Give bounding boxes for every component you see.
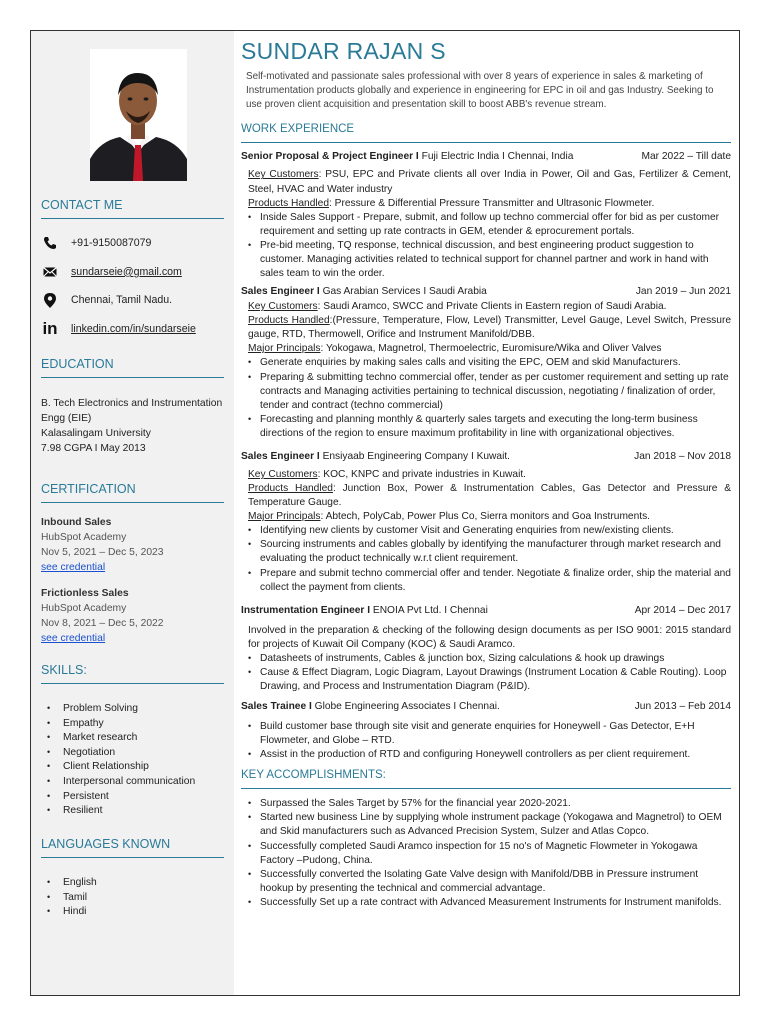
education-heading: EDUCATION xyxy=(41,356,224,378)
linkedin-row xyxy=(41,319,196,339)
accomplishment-item: • Successfully completed Saudi Aramco inspection for 15 no's of Magnetic Flowmeter in Yokogawa Factory –Pudong, China. xyxy=(248,840,731,868)
job-dates: Jun 2013 – Feb 2014 xyxy=(634,701,731,713)
job-company: Fuji Electric India I Chennai, India xyxy=(421,151,574,163)
job-bullet: • Prepare and submit techno commercial offer and tender. Negotiate & finalize order, ship the material and collect the payment from clients. xyxy=(248,567,731,595)
job-entry xyxy=(241,450,731,595)
job-detail-line xyxy=(241,482,731,510)
job-company: Gas Arabian Services I Saudi Arabia xyxy=(322,286,487,298)
job-bullets xyxy=(241,211,731,281)
job-detail-line xyxy=(241,197,731,211)
language-item: • Hindi xyxy=(45,905,225,920)
job-detail-label: Products Handled xyxy=(248,483,333,495)
education-university: Kalasalingam University xyxy=(41,427,151,439)
phone-number: +91-9150087079 xyxy=(71,236,152,249)
education-grade: 7.98 CGPA I May 2013 xyxy=(41,442,146,454)
work-experience-heading: WORK EXPERIENCE xyxy=(241,122,731,143)
job-bullet: • Forecasting and planning monthly & quarterly sales targets and executing the long-term business directions of the region to ensure maximum profitability in line with organizational objectives. xyxy=(248,413,731,441)
job-dates: Mar 2022 – Till date xyxy=(641,151,731,163)
job-detail-text: :(Pressure, Temperature, Flow, Level) Transmitter, Level Gauge, Level Switch, Pressure gauge, RTD, Thermowell, Orifice and Instrument Manifold/DBB. xyxy=(248,315,731,341)
job-bullet: • Generate enquiries by making sales calls and visiting the EPC, OEM and skid Manufacturers. xyxy=(248,356,731,370)
linkedin-icon: in xyxy=(42,319,58,339)
job-title: Instrumentation Engineer I xyxy=(241,604,371,616)
job-entry xyxy=(241,285,731,441)
accomplishment-item: • Surpassed the Sales Target by 57% for the financial year 2020-2021. xyxy=(248,797,731,811)
job-detail-line xyxy=(241,168,731,196)
job-detail-label: Major Principals xyxy=(248,343,321,355)
certification-issuer: HubSpot Academy xyxy=(41,602,127,614)
job-detail-text: : Saudi Aramco, SWCC and Private Clients in Eastern region of Saudi Arabia. xyxy=(317,301,667,313)
certification-dates: Nov 5, 2021 – Dec 5, 2023 xyxy=(41,546,164,558)
languages-list xyxy=(45,876,225,920)
job-header xyxy=(241,450,731,464)
skill-item: • Negotiation xyxy=(45,746,225,761)
education-details xyxy=(41,397,231,457)
job-dates: Jan 2018 – Nov 2018 xyxy=(634,450,731,462)
certification-dates: Nov 8, 2021 – Dec 5, 2022 xyxy=(41,617,164,629)
job-bullet: • Inside Sales Support - Prepare, submit, and follow up techno commercial offer for bid as per customer requirement and setting up rate contracts in GEM, etender & eprocurement portals. xyxy=(248,211,731,239)
accomplishment-item: • Started new business Line by supplying whole instrument package (Yokogawa and Magnetrol) to OEM and Skid manufacturers such as Advanced Precision System, Sulzer and Atlas Copco. xyxy=(248,811,731,839)
job-header xyxy=(241,150,731,164)
job-detail-text: : Junction Box, Power & Instrumentation Cables, Gas Detector and Pressure & Temperature Gauge. xyxy=(248,483,732,509)
job-bullets xyxy=(241,524,731,594)
job-company: Globe Engineering Associates I Chennai. xyxy=(314,701,500,713)
job-detail-line xyxy=(241,300,731,314)
job-entry xyxy=(241,150,731,281)
job-detail-label: Products Handled xyxy=(248,197,329,209)
job-detail-text: : PSU, EPC and Private clients all over India in Power, Oil and Gas, Fertilizer & Cement, Steel, HVAC and Water industry xyxy=(248,169,731,195)
accomplishment-item: • Successfully converted the Isolating Gate Valve design with Manifold/DBB in Pressure instrument hookup by presenting the technical and commercial advantage. xyxy=(248,868,731,896)
job-bullets xyxy=(241,652,731,694)
resume-page xyxy=(30,30,740,996)
job-title: Sales Engineer I xyxy=(241,286,320,298)
job-bullet: • Sourcing instruments and cables globally by identifying the manufacturer through market research and evaluating the product technically w.r.t client requirement. xyxy=(248,538,731,566)
envelope-icon xyxy=(41,264,59,280)
job-header xyxy=(241,700,731,714)
job-entry xyxy=(241,604,731,694)
sidebar xyxy=(31,31,234,995)
job-detail-text: : Abtech, PolyCab, Power Plus Co, Sierra monitors and Goa Instruments. xyxy=(320,511,651,523)
skills-heading: SKILLS: xyxy=(41,662,224,684)
skill-item: • Resilient xyxy=(45,804,225,819)
language-item: • Tamil xyxy=(45,891,225,906)
location-text: Chennai, Tamil Nadu. xyxy=(71,293,173,306)
language-item: • English xyxy=(45,876,225,891)
professional-summary: Self-motivated and passionate sales professional with over 8 years of experience in sales & marketing of Instrumentation products globally and experience in engineering for EPC in oil and gas Industry. Seeking to use proven client acquisition and presentation skill to boost ABB's revenue stream. xyxy=(246,71,714,111)
job-detail-line xyxy=(241,510,731,524)
job-detail-line xyxy=(241,468,731,482)
education-degree: B. Tech Electronics and Instrumentation Engg (EIE) xyxy=(41,398,223,424)
job-detail-line xyxy=(241,314,731,342)
job-company: ENOIA Pvt Ltd. I Chennai xyxy=(372,604,488,616)
certification-item xyxy=(41,587,231,647)
certification-title: Inbound Sales xyxy=(41,517,112,528)
accomplishment-item: • Successfully Set up a rate contract with Advanced Measurement Instruments for Instrument manifolds. xyxy=(248,896,731,910)
certification-title: Frictionless Sales xyxy=(41,588,129,599)
job-detail-line xyxy=(241,624,731,652)
job-detail-line xyxy=(241,342,731,356)
job-title: Sales Trainee I xyxy=(241,701,312,713)
job-dates: Apr 2014 – Dec 2017 xyxy=(634,604,731,616)
linkedin-link[interactable]: linkedin.com/in/sundarseie xyxy=(71,322,196,335)
certification-item xyxy=(41,516,231,576)
skill-item: • Market research xyxy=(45,731,225,746)
email-link[interactable]: sundarseie@gmail.com xyxy=(71,265,182,278)
job-title: Sales Engineer I xyxy=(241,450,320,462)
skill-item: • Empathy xyxy=(45,717,225,732)
job-bullet: • Cause & Effect Diagram, Logic Diagram, Layout Drawings (Instrument Location & Cable Routing). Loop Drawing, and Process and Instrumentation Diagram (P&ID). xyxy=(248,666,731,694)
job-bullet: • Pre-bid meeting, TQ response, technical discussion, and best engineering product suggestion to customer. Managing activities related to technical support for channel partner and work in hand with sales team to win the order. xyxy=(248,239,731,281)
job-detail-text: : KOC, KNPC and private industries in Kuwait. xyxy=(317,468,527,480)
certification-issuer: HubSpot Academy xyxy=(41,531,127,543)
job-detail-label: Major Principals xyxy=(248,511,321,523)
job-bullet: • Datasheets of instruments, Cables & junction box, Sizing calculations & hook up drawings xyxy=(248,652,731,666)
job-detail-text: Involved in the preparation & checking of the following design documents as per ISO 9001: 2015 standard for projects of Kuwait Oil Company (KOC) & Saudi Aramco. xyxy=(248,624,731,650)
languages-heading: LANGUAGES KNOWN xyxy=(41,836,224,858)
skill-item: • Persistent xyxy=(45,790,225,805)
job-detail-label: Products Handled xyxy=(248,315,330,327)
skill-item: • Client Relationship xyxy=(45,760,225,775)
phone-icon xyxy=(41,235,59,251)
accomplishments-list xyxy=(241,797,731,910)
job-bullet: • Identifying new clients by customer Visit and Generating enquiries from new/existing clients. xyxy=(248,524,731,538)
job-title: Senior Proposal & Project Engineer I xyxy=(241,151,419,163)
job-detail-text: : Yokogawa, Magnetrol, Thermoelectric, Euromisure/Wika and Oliver Valves xyxy=(320,343,662,355)
certification-heading: CERTIFICATION xyxy=(41,481,224,503)
see-credential-link[interactable]: see credential xyxy=(41,561,106,573)
job-detail-label: Key Customers xyxy=(248,301,318,313)
profile-photo xyxy=(90,49,187,181)
job-detail-label: Key Customers xyxy=(248,169,319,181)
candidate-name: SUNDAR RAJAN S xyxy=(241,38,446,64)
job-bullet: • Assist in the production of RTD and configuring Honeywell controllers as per client requirement. xyxy=(248,748,731,762)
job-bullets xyxy=(241,356,731,440)
main-content xyxy=(241,39,731,910)
job-company: Ensiyaab Engineering Company I Kuwait. xyxy=(322,450,511,462)
job-header xyxy=(241,285,731,299)
job-entry xyxy=(241,700,731,762)
email-row xyxy=(41,262,182,282)
skills-list xyxy=(45,702,225,819)
contact-heading: CONTACT ME xyxy=(41,197,224,219)
job-detail-label: Key Customers xyxy=(248,468,318,480)
see-credential-link[interactable]: see credential xyxy=(41,632,106,644)
skill-item: • Problem Solving xyxy=(45,702,225,717)
phone-row xyxy=(41,233,151,253)
location-row xyxy=(41,290,172,310)
job-bullet: • Preparing & submitting techno commercial offer, tender as per customer requirement and setting up rate contracts and Managing activities pertaining to technical discussion, negotiating / finalization of order, tender and contract (techno commercial) xyxy=(248,371,731,413)
accomplishments-heading: KEY ACCOMPLISHMENTS: xyxy=(241,768,731,789)
job-bullets xyxy=(241,720,731,762)
job-bullet: • Build customer base through site visit and generate enquiries for Honeywell - Gas Detector, E+H Flowmeter, and Globe – RTD. xyxy=(248,720,731,748)
job-detail-text: : Pressure & Differential Pressure Transmitter and Ultrasonic Flowmeter. xyxy=(328,197,655,209)
skill-item: • Interpersonal communication xyxy=(45,775,225,790)
job-header xyxy=(241,604,731,618)
location-pin-icon xyxy=(41,292,59,308)
job-dates: Jan 2019 – Jun 2021 xyxy=(635,286,731,298)
